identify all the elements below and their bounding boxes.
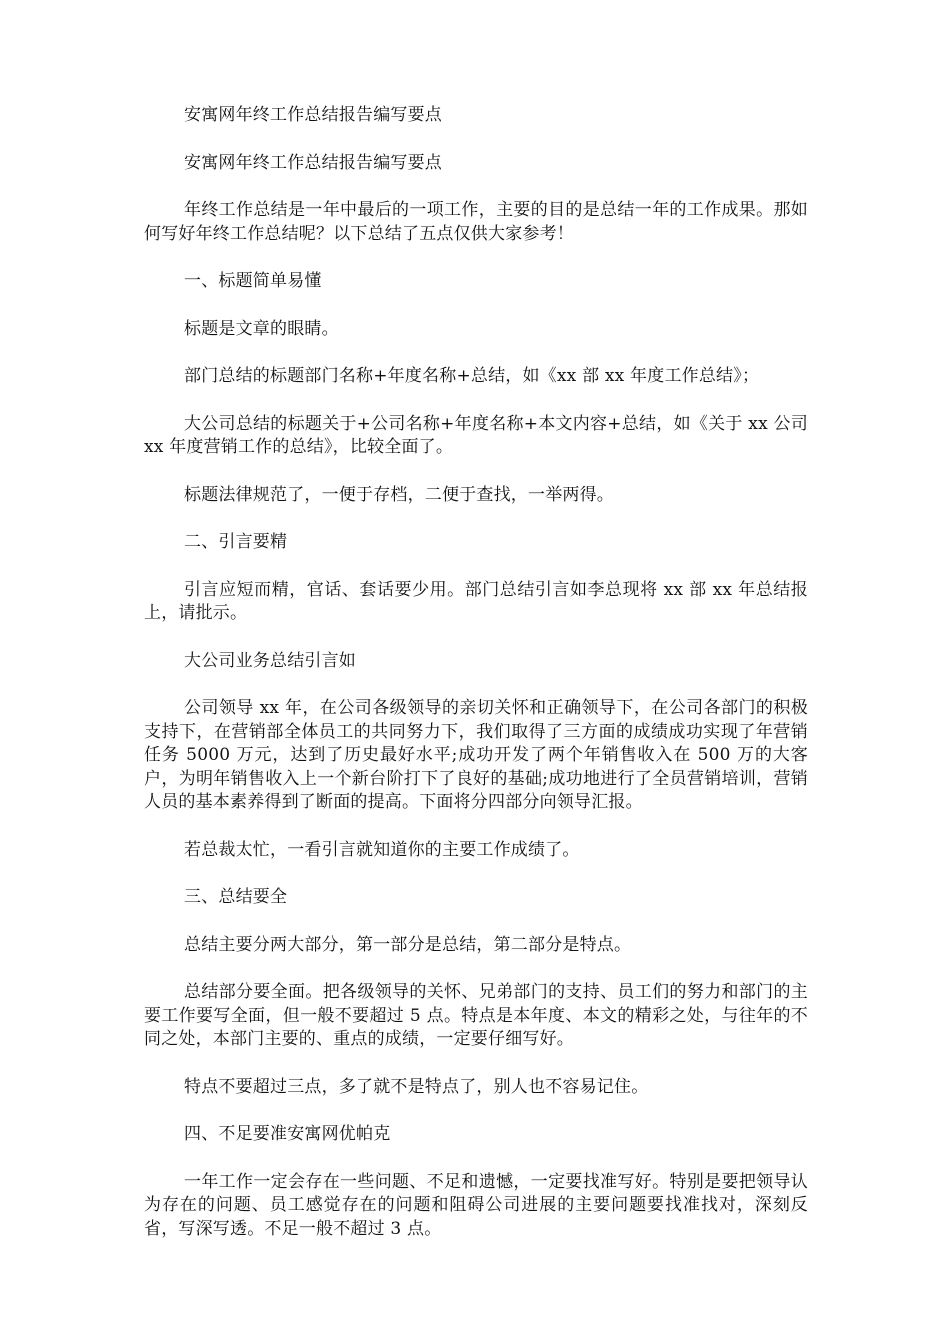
body-paragraph: 标题是文章的眼睛。 [184, 318, 339, 339]
body-paragraph: 标题法律规范了，一便于存档，二便于查找，一举两得。 [184, 484, 614, 505]
section-heading-1: 一、标题简单易懂 [184, 271, 322, 291]
body-paragraph: 大公司总结的标题关于+公司名称+年度名称+本文内容+总结，如《关于 xx 公司 xx 年度营销工作的总结》，比较全面了。 [144, 413, 808, 457]
section-heading-3: 三、总结要全 [184, 887, 288, 907]
body-paragraph: 公司领导 xx 年，在公司各级领导的亲切关怀和正确领导下，在公司各部门的积极支持下，在营销部全体员工的共同努力下，我们取得了三方面的成绩成功实现了年营销任务 5000 万元，达到了历史最好水平;成功开发了两个年销售收入在 500 万的大客户，为明年销售收入上一个新台阶打下了良好的基础;成功地进行了全员营销培训，营销人员的基本素养得到了断面的提高。下面将分四部分向领导汇报。 [144, 698, 808, 812]
body-paragraph: 特点不要超过三点，多了就不是特点了，别人也不容易记住。 [184, 1076, 649, 1097]
intro-paragraph: 年终工作总结是一年中最后的一项工作，主要的目的是总结一年的工作成果。那如何写好年终工作总结呢？以下总结了五点仅供大家参考！ [144, 200, 808, 244]
body-paragraph: 部门总结的标题部门名称+年度名称+总结，如《xx 部 xx 年度工作总结》； [184, 366, 760, 386]
body-paragraph: 若总裁太忙，一看引言就知道你的主要工作成绩了。 [184, 839, 580, 860]
document-title: 安寓网年终工作总结报告编写要点 [184, 105, 442, 125]
body-paragraph: 总结主要分两大部分，第一部分是总结，第二部分是特点。 [184, 934, 632, 955]
body-paragraph: 引言应短而精，官话、套话要少用。部门总结引言如李总现将 xx 部 xx 年总结报上，请批示。 [144, 579, 808, 623]
section-heading-4: 四、不足要准安寓网优帕克 [184, 1124, 391, 1144]
document-subtitle: 安寓网年终工作总结报告编写要点 [184, 152, 442, 173]
section-heading-2: 二、引言要精 [184, 532, 288, 552]
document-body [144, 104, 808, 1265]
body-paragraph: 一年工作一定会存在一些问题、不足和遗憾，一定要找准写好。特别是要把领导认为存在的问题、员工感觉存在的问题和阻碍公司进展的主要问题要找准找对，深刻反省，写深写透。不足一般不超过 3 点。 [144, 1171, 808, 1239]
body-paragraph: 大公司业务总结引言如 [184, 650, 356, 671]
body-paragraph: 总结部分要全面。把各级领导的关怀、兄弟部门的支持、员工们的努力和部门的主要工作要写全面，但一般不要超过 5 点。特点是本年度、本文的精彩之处，与往年的不同之处，本部门主要的、重点的成绩，一定要仔细写好。 [144, 982, 808, 1049]
